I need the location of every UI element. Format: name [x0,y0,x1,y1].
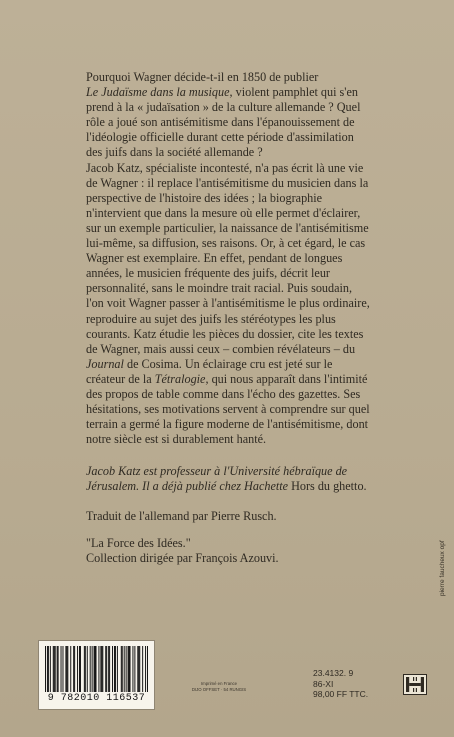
barcode-bar [58,646,59,692]
barcode-bar [114,646,115,692]
barcode-bar [106,646,107,692]
blurb-paragraph-1 [86,70,371,161]
barcode-bar [94,646,95,692]
barcode-bar [115,646,116,692]
barcode-bars [45,646,148,692]
barcode-bar [129,646,130,692]
barcode-bar [101,646,102,692]
blurb-paragraph-2 [86,161,371,448]
barcode-bar [138,646,139,692]
barcode-bar [67,646,68,692]
price-block [313,668,398,700]
printer-info [183,681,255,693]
designer-credit-vertical: pierre faucheux opf [439,540,446,596]
barcode-bar [54,646,55,692]
catalog-code: 23.4132. 9 [313,668,354,678]
barcode-bar [112,646,113,692]
barcode-bar [48,646,49,692]
barcode-bar [126,646,127,692]
barcode-bar [77,646,78,692]
barcode-bar [47,646,48,692]
barcode-bar [74,646,75,692]
collection-name: "La Force des Idées." [86,535,191,550]
barcode-bar [92,646,93,692]
barcode-bar [147,646,148,692]
price: 98,00 FF TTC. [313,689,369,699]
barcode-bar [61,646,62,692]
barcode-bar [109,646,110,692]
barcode-bar [55,646,56,692]
barcode-bar [132,646,133,692]
barcode-bar [95,646,96,692]
barcode-bar [73,646,74,692]
barcode-bar [84,646,85,692]
isbn-digits: 9 782010 116537 [47,693,146,704]
edition-code: 86-XI [313,678,334,689]
barcode-bar [80,646,81,692]
barcode-bar [87,646,88,692]
barcode-bar [62,646,63,692]
barcode-bar [134,646,135,692]
barcode-bar [57,646,58,692]
barcode-bar [117,646,118,692]
blurb-p2-part-c: qui nous apparaît dans l'intimité des propos de table comme dans l'écho des gazettes. Ses hésitations, ses motivations servent à comprendre sur quel terrain a germé la figure moderne de l'antisémitisme, dont notre siècle est si durablement hanté. [86,371,370,447]
barcode-bar [90,646,91,692]
blurb-p2-part-a: Jacob Katz, spécialiste incontesté, n'a pas écrit là une vie de Wagner : il replace l'antisémitisme du musicien dans la perspective de l'histoire des idées ; la biographie n'intervient que dans la mesure où elle permet d'éclairer, sur un exemple particulier, la naissance de l'antisémitisme lui-même, sa diffusion, ses raisons. Or, à cet égard, le cas Wagner est exemplaire. En effet, pendant de longues années, le musicien fréquente des juifs, décrit leur personnalité, sans le moindre trait racial. Puis soudain, l'on voit Wagner passer à l'antisémitisme le plus ordinaire, reproduire au sujet des juifs les stéréotypes les plus courants. Katz étudie les pièces du dossier, cite les textes de Wagner, mais aussi ceux – combien révélateurs – du [86,160,370,356]
author-bio [86,464,371,494]
barcode-bar [121,646,122,692]
previous-book-title: Hors du ghetto. [288,479,367,494]
journal-title-italic: Journal [86,356,124,371]
barcode-bar [66,646,67,692]
translator-credit: Traduit de l'allemand par Pierre Rusch. [86,508,277,523]
collection-director: Collection dirigée par François Azouvi. [86,550,279,565]
barcode-bar [145,646,146,692]
barcode-bar [105,646,106,692]
blurb-text [86,70,371,566]
barcode-bar [137,646,138,692]
barcode-bar [139,646,140,692]
barcode-bar [102,646,103,692]
barcode-bar [124,646,125,692]
hachette-logo-icon [403,674,427,695]
barcode-bar [142,646,143,692]
barcode-bar [108,646,109,692]
blurb-p1-rest: violent pamphlet qui s'en prend à la « judaïsation » de la culture allemande ? Quel rôle a joué son antisémitisme dans l'épanouissement de l'idéologie officielle durant cette période d'assimilation des juifs dans la société allemande ? [86,85,361,160]
barcode-bar [100,646,101,692]
barcode-bar [96,646,97,692]
book-title-italic: Le Judaïsme dans la musique, [86,85,233,100]
tetralogie-title-italic: Tétralogie, [154,371,209,386]
barcode-bar [53,646,54,692]
barcode-bar [98,646,99,692]
barcode-bar [130,646,131,692]
barcode-bar [79,646,80,692]
printer-name: DIJO OFFSET · 54 RUNGIS [191,687,247,692]
barcode-bar [122,646,123,692]
barcode-bar [45,646,46,692]
barcode [38,640,155,710]
blurb-line-1: Pourquoi Wagner décide-t-il en 1850 de publier [86,70,319,84]
barcode-bar [65,646,66,692]
printed-in-france: Imprimé en France [200,681,238,686]
collection-info [86,536,371,566]
blurb-p2-part-b: de Cosima. Un éclairage cru est jeté sur le créateur de la [86,356,333,386]
barcode-bar [128,646,129,692]
barcode-bar [70,646,71,692]
barcode-bar [50,646,51,692]
barcode-bar [85,646,86,692]
author-bio-italic: Jacob Katz est professeur à l'Université hébraïque de Jérusalem. Il a déjà publié chez Hachette [86,464,348,494]
